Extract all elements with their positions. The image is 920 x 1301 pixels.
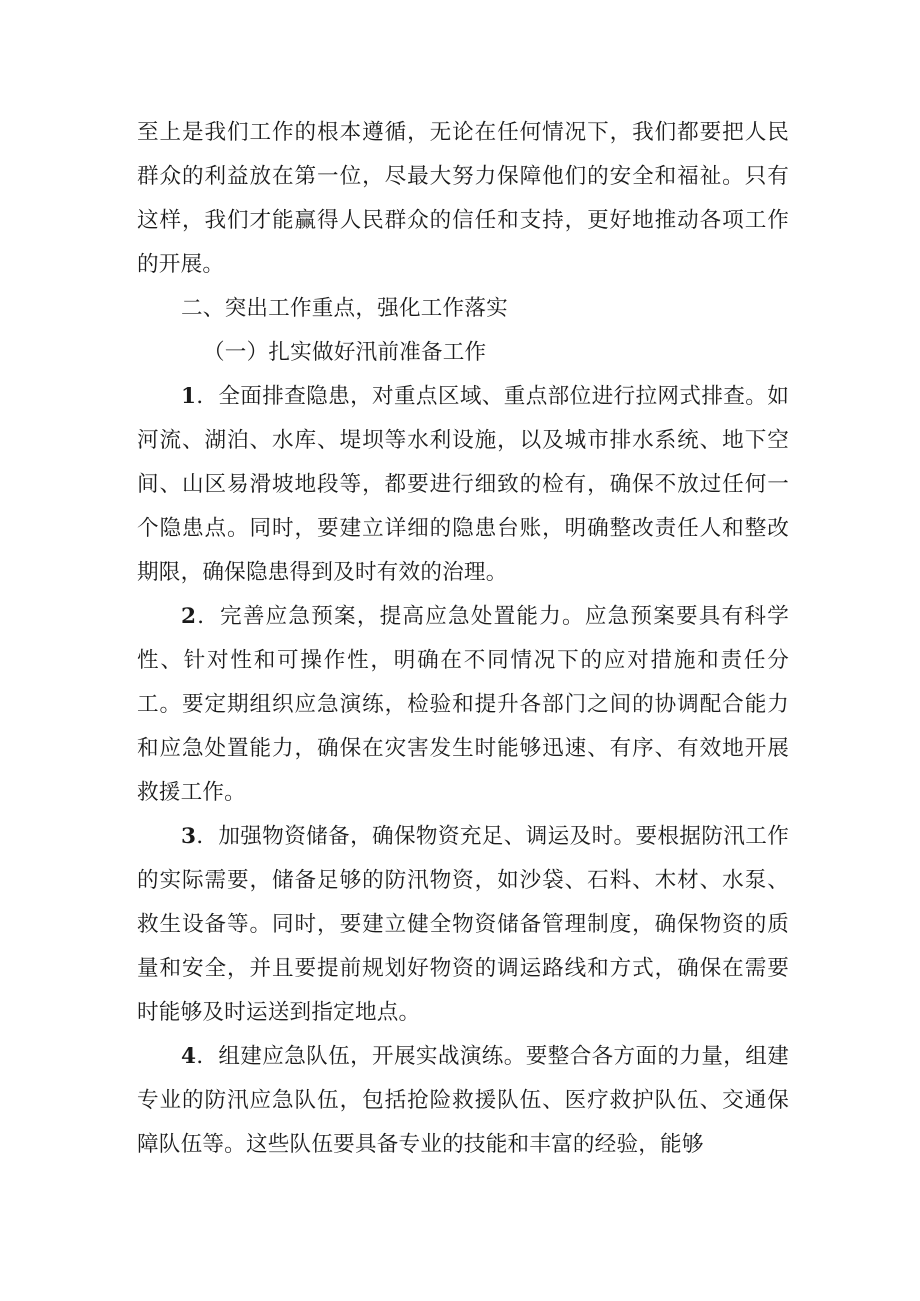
item-number: 4: [181, 1044, 197, 1069]
numbered-paragraph-4: [137, 1035, 789, 1167]
numbered-paragraph-2: [137, 595, 789, 815]
item-text: ．加强物资储备，确保物资充足、调运及时。要根据防汛工作的实际需要，储备足够的防汛物资，如沙袋、石料、木材、水泵、救生设备等。同时，要建立健全物资储备管理制度，确保物资的质量和安全，并且要提前规划好物资的调运路线和方式，确保在需要时能够及时运送到指定地点。: [137, 824, 789, 1025]
item-text: ．组建应急队伍，开展实战演练。要整合各方面的力量，组建专业的防汛应急队伍，包括抢险救援队伍、医疗救护队伍、交通保障队伍等。这些队伍要具备专业的技能和丰富的经验，能够: [137, 1044, 789, 1157]
section-heading: 二、突出工作重点，强化工作落实: [181, 296, 508, 321]
item-text: ．全面排查隐患，对重点区域、重点部位进行拉网式排查。如河流、湖泊、水库、堤坝等水利设施，以及城市排水系统、地下空间、山区易滑坡地段等，都要进行细致的检有，确保不放过任何一个隐患点。同时，要建立详细的隐患台账，明确整改责任人和整改期限，确保隐患得到及时有效的治理。: [137, 384, 789, 585]
subsection-heading: （一）扎实做好汛前准备工作: [203, 340, 487, 365]
item-text: ．完善应急预案，提高应急处置能力。应急预案要具有科学性、针对性和可操作性，明确在不同情况下的应对措施和责任分工。要定期组织应急演练，检验和提升各部门之间的协调配合能力和应急处置能力，确保在灾害发生时能够迅速、有序、有效地开展救援工作。: [137, 604, 789, 805]
item-number: 2: [181, 604, 197, 629]
document-page: [137, 111, 789, 1167]
item-number: 1: [181, 384, 197, 409]
numbered-paragraph-1: [137, 375, 789, 595]
item-number: 3: [181, 824, 197, 849]
paragraph-intro: 至上是我们工作的根本遵循，无论在任何情况下，我们都要把人民群众的利益放在第一位，尽最大努力保障他们的安全和福祉。只有这样，我们才能赢得人民群众的信任和支持，更好地推动各项工作的开展。: [137, 120, 789, 277]
numbered-paragraph-3: [137, 815, 789, 1035]
